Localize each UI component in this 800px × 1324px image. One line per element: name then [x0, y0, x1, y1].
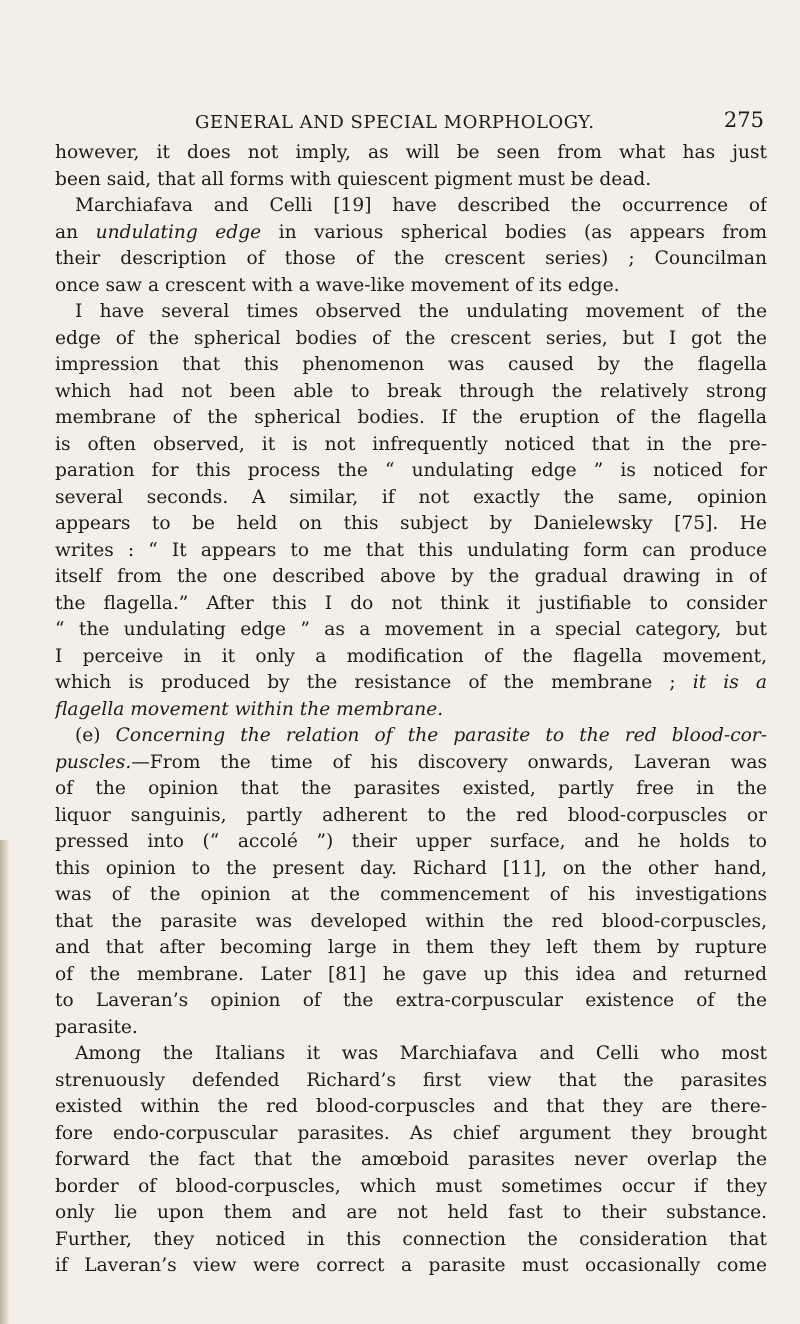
text-line: forward the fact that the amœboid parasites never overlap the: [55, 1149, 767, 1170]
text-line: puscles.—From the time of his discovery onwards, Laveran was: [55, 751, 767, 773]
text-line: border of blood-corpuscles, which must sometimes occur if they: [55, 1175, 767, 1197]
text-line: several seconds. A similar, if not exactly the same, opinion: [55, 486, 767, 508]
text-line: parasite.: [55, 1016, 138, 1038]
page-number: 275: [723, 108, 764, 132]
text-line: existed within the red blood-corpuscles and that they are there-: [55, 1096, 767, 1117]
text-line: is often observed, it is not infrequently noticed that in the pre-: [55, 433, 767, 455]
section-title-end: puscles.: [55, 751, 132, 773]
text-line: Further, they noticed in this connection the consideration that: [55, 1228, 767, 1250]
text-line: liquor sanguinis, partly adherent to the red blood-corpuscles or: [55, 804, 767, 826]
text-line: if Laveran’s view were correct a parasite must occasionally come: [55, 1255, 767, 1276]
text-line: writes : “ It appears to me that this undulating form can produce: [55, 539, 767, 561]
text-line: however, it does not imply, as will be seen from what has just: [55, 142, 767, 163]
text-line: I perceive in it only a modification of the flagella movement,: [55, 645, 767, 667]
text-line: pressed into (“ accolé ”) their upper surface, and he holds to: [55, 831, 767, 852]
text-line: [55, 697, 767, 724]
running-head: GENERAL AND SPECIAL MORPHOLOGY.: [195, 112, 595, 133]
text-line: paration for this process the “ undulating edge ” is noticed for: [55, 460, 767, 481]
text-line: been said, that all forms with quiescent pigment must be dead.: [55, 168, 652, 190]
text-line: their description of those of the crescent series) ; Councilman: [55, 248, 767, 269]
text-line: impression that this phenomenon was caused by the flagella: [55, 354, 767, 375]
page-header: [0, 108, 800, 138]
text-line: fore endo-corpuscular parasites. As chief argument they brought: [55, 1122, 767, 1144]
text-line: to Laveran’s opinion of the extra-corpuscular existence of the: [55, 990, 767, 1011]
text-line: itself from the one described above by the gradual drawing in of: [55, 566, 767, 587]
text-line: appears to be held on this subject by Danielewsky [75]. He: [55, 513, 767, 534]
text-line: strenuously defended Richard’s first view that the parasites: [55, 1069, 767, 1091]
italic-phrase: flagella movement within the membrane.: [55, 698, 444, 720]
text-line: membrane of the spherical bodies. If the eruption of the flagella: [55, 407, 767, 428]
text-line: edge of the spherical bodies of the crescent series, but I got the: [55, 327, 767, 349]
page-body: [55, 140, 767, 1280]
text-line: of the membrane. Later [81] he gave up this idea and returned: [55, 963, 767, 985]
page-edge-shadow: [0, 840, 10, 1324]
text-line: once saw a crescent with a wave-like movement of its edge.: [55, 274, 620, 296]
text-line: only lie upon them and are not held fast to their substance.: [55, 1202, 767, 1223]
text-line: that the parasite was developed within the red blood-corpuscles,: [55, 910, 767, 932]
text-line: which had not been able to break through the relatively strong: [55, 380, 767, 402]
text-line: I have several times observed the undulating movement of the: [75, 301, 767, 322]
text-line: “ the undulating edge ” as a movement in a special category, but: [55, 619, 767, 640]
text-line: of the opinion that the parasites existed, partly free in the: [55, 778, 767, 799]
text-line: an undulating edge in various spherical bodies (as appears from: [55, 221, 767, 243]
italic-term: undulating edge: [95, 221, 262, 243]
italic-phrase: it is a: [692, 672, 767, 693]
text-line: Marchiafava and Celli [19] have described the occurrence of: [75, 195, 767, 216]
text-line: and that after becoming large in them they left them by rupture: [55, 937, 767, 958]
section-title: Concerning the relation of the parasite to the red blood-cor-: [115, 725, 767, 746]
text-line: which is produced by the resistance of the membrane ; it is a: [55, 672, 767, 693]
text-line: the flagella.” After this I do not think it justifiable to consider: [55, 592, 767, 614]
section-heading-line: (e) Concerning the relation of the parasite to the red blood-cor-: [75, 725, 767, 746]
text-line: Among the Italians it was Marchiafava and Celli who most: [75, 1043, 767, 1064]
text-line: this opinion to the present day. Richard [11], on the other hand,: [55, 857, 767, 879]
text-line: was of the opinion at the commencement of his investigations: [55, 884, 767, 905]
